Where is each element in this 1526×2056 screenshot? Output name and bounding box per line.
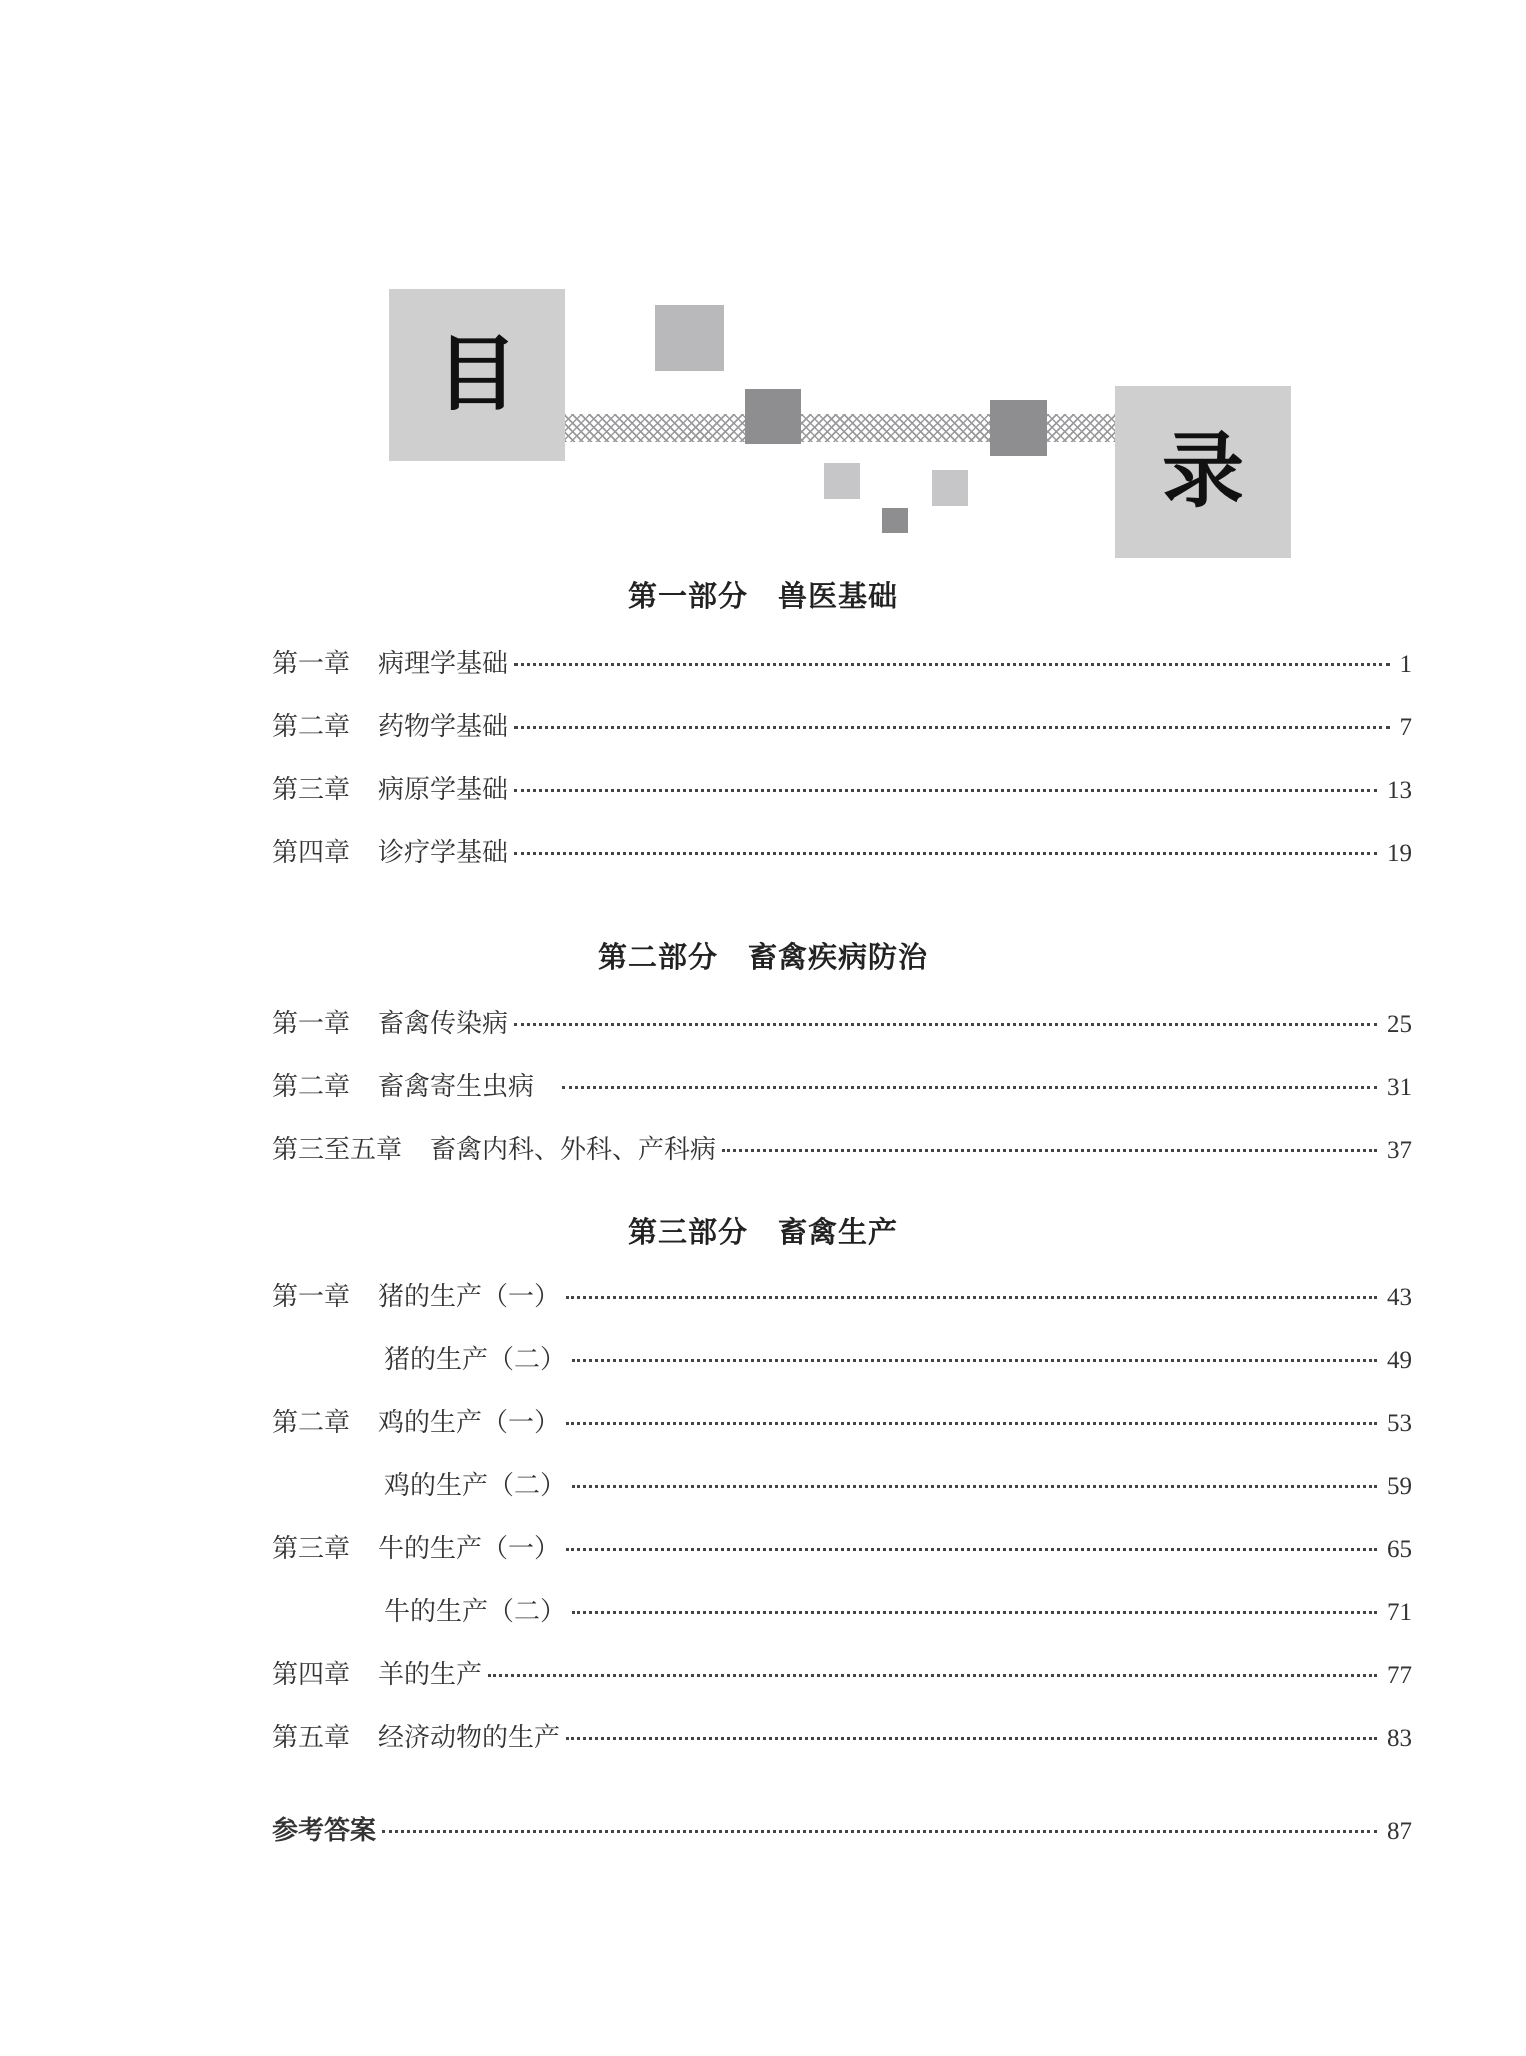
toc-entry[interactable]: [272, 1066, 1412, 1106]
dot-leader: [562, 1086, 1377, 1089]
entry-title: 药物学基础: [378, 712, 509, 742]
toc-entry-answers[interactable]: [272, 1810, 1412, 1850]
entry-title: 诊疗学基础: [378, 838, 509, 868]
toc-entry[interactable]: [272, 1339, 1412, 1379]
toc-entry[interactable]: [272, 1129, 1412, 1169]
chapter-label: 第一章: [272, 649, 351, 679]
decorative-square: [745, 389, 801, 444]
page-number: 43: [1387, 1284, 1412, 1311]
chapter-label: 第二章: [272, 712, 351, 742]
toc-entry[interactable]: [272, 1717, 1412, 1757]
part-title: 第三部分 畜禽生产: [627, 1215, 898, 1249]
entry-title: 畜禽寄生虫病: [378, 1072, 535, 1102]
entry-title: 经济动物的生产: [378, 1723, 561, 1753]
chapter-label: 第三章: [272, 775, 351, 805]
decorative-square: [932, 470, 968, 506]
entry-title: 羊的生产: [378, 1660, 483, 1690]
entry-title: 牛的生产（二）: [384, 1597, 567, 1627]
decorative-square: [882, 508, 908, 533]
entry-title: 病理学基础: [378, 649, 509, 679]
dot-leader: [382, 1830, 1377, 1833]
page-number: 83: [1387, 1725, 1412, 1752]
chapter-label: 第二章: [272, 1072, 351, 1102]
entry-title: 猪的生产（一）: [378, 1282, 561, 1312]
page-number: 19: [1387, 840, 1412, 867]
heading-char-left: 目: [435, 327, 518, 422]
toc-entry[interactable]: [272, 1276, 1412, 1316]
dot-leader: [514, 663, 1389, 666]
page-number: 65: [1387, 1536, 1412, 1563]
toc-heading-graphic: [0, 0, 1526, 560]
page-number: 25: [1387, 1011, 1412, 1038]
page-number: 71: [1387, 1599, 1412, 1626]
entry-title: 畜禽传染病: [378, 1009, 509, 1039]
toc-entry[interactable]: [272, 1402, 1412, 1442]
toc-entry[interactable]: [272, 1654, 1412, 1694]
part-title: 第一部分 兽医基础: [627, 579, 898, 613]
dot-leader: [572, 1611, 1377, 1614]
entry-title: 牛的生产（一）: [378, 1534, 561, 1564]
entry-title: 鸡的生产（一）: [378, 1408, 561, 1438]
chapter-label: 第四章: [272, 838, 351, 868]
entry-title: 参考答案: [272, 1816, 377, 1846]
chapter-label: 第一章: [272, 1282, 351, 1312]
page-number: 7: [1399, 714, 1412, 741]
dot-leader: [722, 1149, 1377, 1152]
page-number: 1: [1399, 651, 1412, 678]
entry-title: 畜禽内科、外科、产科病: [430, 1135, 717, 1165]
dot-leader: [514, 789, 1377, 792]
decorative-square: [824, 463, 860, 499]
dot-leader: [572, 1485, 1377, 1488]
page-number: 49: [1387, 1347, 1412, 1374]
decorative-square: [990, 400, 1047, 456]
page-number: 59: [1387, 1473, 1412, 1500]
chapter-label: 第三至五章: [272, 1135, 403, 1165]
entry-title: 病原学基础: [378, 775, 509, 805]
chapter-label: 第五章: [272, 1723, 351, 1753]
toc-entry[interactable]: [272, 1591, 1412, 1631]
dot-leader: [566, 1296, 1377, 1299]
toc-entry[interactable]: [272, 706, 1412, 746]
chapter-label: 第四章: [272, 1660, 351, 1690]
heading-char-right: 录: [1161, 424, 1244, 519]
page-number: 77: [1387, 1662, 1412, 1689]
dot-leader: [566, 1737, 1377, 1740]
page-number: 87: [1387, 1818, 1412, 1845]
dot-leader: [514, 852, 1377, 855]
toc-entry[interactable]: [272, 769, 1412, 809]
toc-entry[interactable]: [272, 1003, 1412, 1043]
heading-box-right: [1115, 386, 1291, 558]
heading-box-left: [389, 289, 565, 461]
dot-leader: [514, 726, 1389, 729]
page-number: 37: [1387, 1137, 1412, 1164]
chapter-label: 第一章: [272, 1009, 351, 1039]
dot-leader: [488, 1674, 1377, 1677]
entry-title: 鸡的生产（二）: [384, 1471, 567, 1501]
toc-entry[interactable]: [272, 643, 1412, 683]
toc-entry[interactable]: [272, 1465, 1412, 1505]
page-number: 31: [1387, 1074, 1412, 1101]
chapter-label: 第二章: [272, 1408, 351, 1438]
toc-entry[interactable]: [272, 1528, 1412, 1568]
page-number: 53: [1387, 1410, 1412, 1437]
dot-leader: [572, 1359, 1377, 1362]
entry-title: 猪的生产（二）: [384, 1345, 567, 1375]
toc-entry[interactable]: [272, 832, 1412, 872]
dot-leader: [566, 1548, 1377, 1551]
dot-leader: [514, 1023, 1377, 1026]
chapter-label: 第三章: [272, 1534, 351, 1564]
decorative-square: [655, 305, 724, 371]
dot-leader: [566, 1422, 1377, 1425]
part-title: 第二部分 畜禽疾病防治: [597, 940, 928, 974]
page-number: 13: [1387, 777, 1412, 804]
